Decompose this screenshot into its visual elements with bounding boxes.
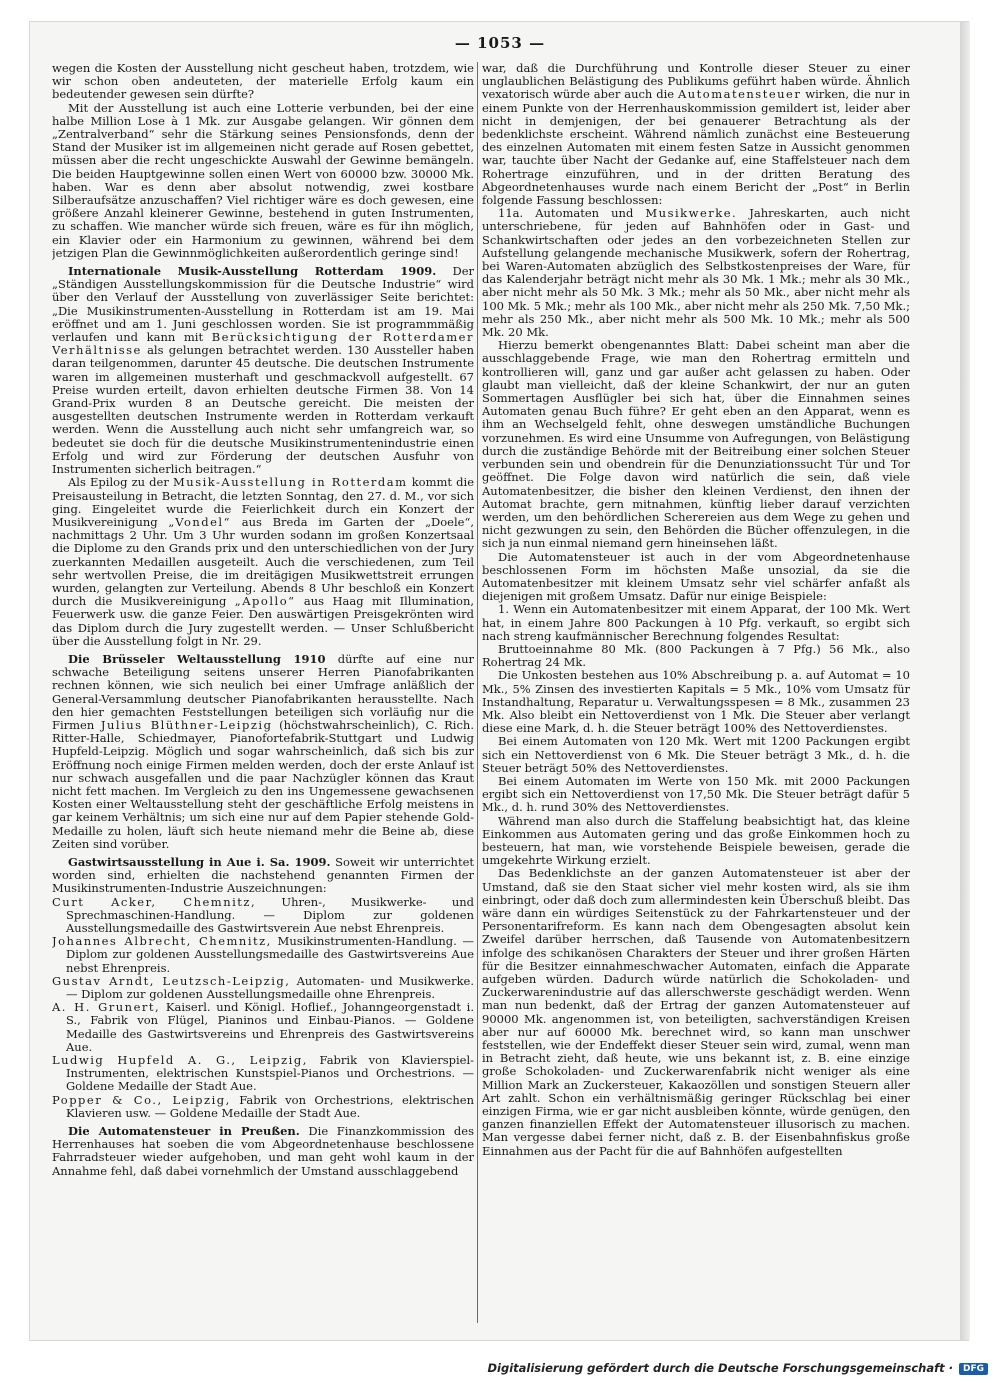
column-divider xyxy=(477,62,478,1323)
list-item: Johannes Albrecht, Chemnitz, Musikinstrumenten-Handlung. — Diplom zur goldenen Ausstellungsmedaille des Gastwirtsvereins Aue nebst Ehrenpreis. xyxy=(52,934,474,975)
paragraph: 1. Wenn ein Automatenbesitzer mit einem Apparat, der 100 Mk. Wert hat, in einem Jahre 800 Packungen à 10 Pfg. verkauft, so ergibt sich nach streng kaufmännischer Berechnung folgendes Resultat: xyxy=(482,602,910,643)
list-item: Ludwig Hupfeld A. G., Leipzig, Fabrik von Klavierspiel-Instrumenten, elektrischen Kunstspiel-Pianos und Orchestrions. — Goldene Medaille der Stadt Aue. xyxy=(52,1053,474,1094)
paragraph: Bei einem Automaten von 120 Mk. Wert mit 1200 Packungen ergibt sich ein Nettoverdienst von 6 Mk. Die Steuer beträgt 3 Mk., d. h. die Steuer beträgt 50% des Nettoverdienstes. xyxy=(482,734,910,775)
dfg-logo: DFG xyxy=(959,1363,988,1375)
page-number: — 1053 — xyxy=(454,34,546,52)
paragraph: Internationale Musik-Ausstellung Rotterdam 1909. Der „Ständigen Ausstellungskommission für die Deutsche Industrie“ wird über den Verlauf der Ausstellung von zuverlässiger Seite berichtet: „Die Musikinstrumenten-Ausstellung in Rotterdam ist am 19. Mai eröffnet und am 1. Juni geschlossen worden. Sie ist programmmäßig verlaufen und kann mit Berücksichtigung der Rotterdamer Verhältnisse als gelungen betrachtet werden. 130 Aussteller haben daran teilgenommen, darunter 45 deutsche. Die deutschen Instrumente waren im allgemeinen musterhaft und geschmackvoll aufgestellt. 67 Preise wurden erteilt, davon erhielten deutsche Firmen 38. Von 14 Grand-Prix wurden 8 an Deutsche gereicht. Die meisten der ausgestellten deutschen Instrumente werden in Rotterdam verkauft werden. Wenn die Ausstellung auch nicht sehr umfangreich war, so bedeutet sie doch für die deutsche Musikinstrumentenindustrie einen Erfolg und wird zur Förderung der deutschen Ausfuhr von Instrumenten sicherlich beitragen.“ xyxy=(52,264,474,477)
section-heading: Die Automatensteuer in Preußen. xyxy=(68,1124,300,1139)
left-column xyxy=(52,62,474,1323)
paragraph: Das Bedenklichste an der ganzen Automatensteuer ist aber der Umstand, daß sie den Staat sicher viel mehr kosten wird, als sie ihm einbringt, oder daß doch zum allermindesten kein Überschuß bleibt. Das wäre dann ein würdiges Seitenstück zu der Fahrkartensteuer und der Personentarifreform. Es kann nach dem Obengesagten absolut kein Zweifel darüber herrschen, daß Tausende von Automatenbesitzern infolge des schikanösen Charakters der Steuer und ihrer großen Härten für die Besitzer einnahmeschwacher Automaten, einfach die Apparate aufgeben würden. Dadurch würde natürlich die Schokoladen- und Zuckerwarenindustrie auf das allerschwerste geschädigt werden. Wenn man nun bedenkt, daß der Ertrag der ganzen Automatensteuer auf 90000 Mk. angenommen ist, von beteiligten, sachverständigen Kreisen aber nur auf 60000 Mk. berechnet wird, so kann man unschwer feststellen, wie der Endeffekt dieser Steuer sein wird, zumal, wenn man in Betracht zieht, daß heute, wie uns bekannt ist, z. B. eine einzige große Schokoladen- und Zuckerwarenfabrik nicht weniger als eine Million Mark an Zuckersteuer, Kakaozöllen und sonstigen Steuern aller Art zahlt. Schon ein verhältnismäßig geringer Rückschlag bei einer einzigen Firma, wie er gar nicht ausbleiben könnte, würde genügen, den ganzen finanziellen Effekt der Automatensteuer illusorisch zu machen. Man vergesse dabei ferner nicht, daß z. B. der Eisenbahnfiskus große Einnahmen aus der Pacht für die auf Bahnhöfen aufgestellten xyxy=(482,866,910,1158)
section-heading: Internationale Musik-Ausstellung Rotterdam 1909. xyxy=(68,264,437,279)
list-item: Popper & Co., Leipzig, Fabrik von Orchestrions, elektrischen Klavieren usw. — Goldene Medaille der Stadt Aue. xyxy=(52,1092,474,1120)
paragraph: 11a. Automaten und Musikwerke. Jahreskarten, auch nicht unterschriebene, für jeden auf Bahnhöfen oder in Gast- und Schankwirtschaften oder jedes an den vorbezeichneten Stellen zur Aufstellung gelangende mechanische Musikwerk, sofern der Rohertrag, bei Waren-Automaten abzüglich des Selbstkostenpreises der Ware, für das Kalenderjahr beträgt nicht mehr als 30 Mk. 1 Mk.; mehr als 30 Mk., aber nicht mehr als 50 Mk. 3 Mk.; mehr als 50 Mk., aber nicht mehr als 100 Mk. 5 Mk.; mehr als 100 Mk., aber nicht mehr als 250 Mk. 7,50 Mk.; mehr als 250 Mk., aber nicht mehr als 500 Mk. 10 Mk.; mehr als 500 Mk. 20 Mk. xyxy=(482,206,910,340)
paragraph: Die Unkosten bestehen aus 10% Abschreibung p. a. auf Automat = 10 Mk., 5% Zinsen des investierten Kapitals = 5 Mk., 10% vom Umsatz für Instandhaltung, Reparatur u. Verwaltungsspesen = 8 Mk., zusammen 23 Mk. Also bleibt ein Nettoverdienst von 1 Mk. Die Steuer aber verlangt diese eine Mark, d. h. die Steuer beträgt 100% des Nettoverdienstes. xyxy=(482,668,910,736)
page-edge-shadow xyxy=(960,22,970,1340)
paragraph: Hierzu bemerkt obengenanntes Blatt: Dabei scheint man aber die ausschlaggebende Frage, wie man den Rohertrag ermitteln und kontrollieren will, ganz und gar außer acht gelassen zu haben. Oder glaubt man vielleicht, daß der kleine Schankwirt, der nur an guten Sommertagen Ausflügler bei sich hat, über die Einnahmen seines Automaten genau Buch führe? Er geht eben an den Apparat, wenn es ihm an Wechselgeld fehlt, ohne deswegen umständliche Buchungen vorzunehmen. Es wird eine Unsumme von Aufregungen, von Belästigung durch die zuständige Behörde mit der Beitreibung einer solchen Steuer verbunden sein und obendrein für die Denunziationssucht Tür und Tor geöffnet. Die Folge davon wird natürlich die sein, daß viele Automatenbesitzer, die bisher den kleinen Verdienst, den ihnen der Automat brachte, gern mitnahmen, künftig lieber darauf verzichten werden, um den behördlichen Scherereien aus dem Wege zu gehen und nicht gezwungen zu sein, den Behörden die Bücher offenzulegen, in die sich ja nun einmal niemand gern hineinsehen läßt. xyxy=(482,338,910,551)
paragraph: Bruttoeinnahme 80 Mk. (800 Packungen à 7 Pfg.) 56 Mk., also Rohertrag 24 Mk. xyxy=(482,641,910,670)
paragraph: Als Epilog zu der Musik-Ausstellung in Rotterdam kommt die Preisausteilung in Betracht, die letzten Sonntag, den 27. d. M., vor sich ging. Eingeleitet wurde die Feierlichkeit durch ein Konzert der Musikvereinigung „Vondel“ aus Breda im Garten der „Doele“, nachmittags 2 Uhr. Um 3 Uhr wurden sodann im großen Konzertsaal die Diplome zu den Grands prix und den unterschiedlichen von der Jury zuerkannten Medaillen ausgeteilt. Auch die verschiedenen, zum Teil sehr wertvollen Preise, die im dreitägigen Musikwettstreit errungen wurden, gelangten zur Verteilung. Abends 8 Uhr beschloß ein Konzert durch die Musikvereinigung „Apollo“ aus Haag mit Illumination, Feuerwerk usw. die ganze Feier. Den auswärtigen Preisgekrönten wird das Diplom durch die Jury zugestellt werden. — Unser Schlußbericht über die Ausstellung folgt in Nr. 29. xyxy=(52,475,474,648)
paragraph: Die Brüsseler Weltausstellung 1910 dürfte auf eine nur schwache Beteiligung seitens unserer Herren Pianofabrikanten rechnen können, wie sich neulich bei einer Umfrage anläßlich der General-Versammlung deutscher Pianofabrikanten herausstellte. Nach den hier gemachten Feststellungen beteiligen sich vorläufig nur die Firmen Julius Blüthner-Leipzig (höchstwahrscheinlich), C. Rich. Ritter-Halle, Schiedmayer, Pianofortefabrik-Stuttgart und Ludwig Hupfeld-Leipzig. Möglich und sogar wahrscheinlich, daß sich bis zur Eröffnung noch einige Firmen melden werden, doch der erste Anlauf ist nur schwach ausgefallen und die paar Nachzügler können das Kraut nicht fett machen. Im Vergleich zu den ins Ungemessene gewachsenen Kosten einer Weltausstellung steht der geschäftliche Erfolg meistens in gar keinem Verhältnis; um sich eine nur auf dem Papier stehende Gold-Medaille zu holen, läuft sich heute niemand mehr die Beine ab, diese Zeiten sind vorüber. xyxy=(52,651,474,851)
right-column xyxy=(482,62,910,1323)
section-heading: Gastwirtsausstellung in Aue i. Sa. 1909. xyxy=(68,854,331,869)
paragraph: Mit der Ausstellung ist auch eine Lotterie verbunden, bei der eine halbe Million Lose à 1 Mk. zur Ausgabe gelangen. Wir gönnen dem „Zentralverband“ sehr die Stärkung seines Pensionsfonds, denn der Stand der Musiker ist im allgemeinen nicht gerade auf Rosen gebettet, müssen aber die recht ungeschickte Auswahl der Gewinne bemängeln. Die beiden Hauptgewinne sollen einen Wert von 60000 bzw. 30000 Mk. haben. War es denn aber absolut notwendig, zwei kostbare Silberaufsätze anzuschaffen? Viel richtiger wäre es doch gewesen, eine größere Anzahl kleinerer Gewinne, bestehend in guten Instrumenten, zu schaffen. Wie mancher würde sich freuen, wäre es für ihn möglich, ein Klavier oder ein Harmonium zu gewinnen, während bei dem jetzigen Plan die Gewinnmöglichkeiten außerordentlich geringe sind! xyxy=(52,100,474,260)
paragraph: Die Automatensteuer in Preußen. Die Finanzkommission des Herrenhauses hat soeben die vom Abgeordnetenhause beschlossene Fahrradsteuer wieder aufgehoben, und man geht wohl kaum in der Annahme fehl, daß dabei vornehmlich der Umstand ausschlaggebend xyxy=(52,1124,474,1178)
list-item: Curt Acker, Chemnitz, Uhren-, Musikwerke- und Sprechmaschinen-Handlung. — Diplom zur goldenen Ausstellungsmedaille des Gastwirtsverein Aue nebst Ehrenpreis. xyxy=(52,894,474,935)
paragraph: wegen die Kosten der Ausstellung nicht gescheut haben, trotzdem, wie wir schon oben andeuteten, der materielle Erfolg kaum ein bedeutender gewesen sein dürfte? xyxy=(52,62,474,102)
list-item: A. H. Grunert, Kaiserl. und Königl. Hoflief., Johanngeorgenstadt i. S., Fabrik von Flügel, Pianinos und Einbau-Pianos. — Goldene Medaille des Gastwirtsvereins und Ehrenpreis des Gastwirtsvereins Aue. xyxy=(52,1000,474,1054)
section-heading: Die Brüsseler Weltausstellung 1910 xyxy=(68,651,326,666)
paragraph: war, daß die Durchführung und Kontrolle dieser Steuer zu einer unglaublichen Belästigung des Publikums geführt haben würde. Ähnlich vexatorisch würde aber auch die Automatensteuer wirken, die nur in einem Punkte von der Herrenhauskommission gemildert ist, leider aber nicht in demjenigen, der bei genauerer Betrachtung als der bedenklichste erscheint. Während nämlich zunächst eine Besteuerung des einzelnen Automaten mit einem festen Satze in Aussicht genommen war, tauchte über Nacht der Gedanke auf, eine Staffelsteuer nach dem Rohertrage einzuführen, und in der dritten Beratung des Abgeordnetenhauses wurde nach einem Bericht der „Post“ in Berlin folgende Fassung beschlossen: xyxy=(482,62,910,208)
paragraph: Bei einem Automaten im Werte von 150 Mk. mit 2000 Packungen ergibt sich ein Nettoverdienst von 17,50 Mk. Die Steuer beträgt dafür 5 Mk., d. h. rund 30% des Nettoverdienstes. xyxy=(482,773,910,815)
digitization-credit: Digitalisierung gefördert durch die Deutsche Forschungsgemeinschaft · DFG xyxy=(487,1361,988,1375)
paragraph: Während man also durch die Staffelung beabsichtigt hat, das kleine Einkommen aus Automaten gering und das große Einkommen hoch zu besteuern, hat man, wie vorstehende Beispiele beweisen, gerade die umgekehrte Wirkung erzielt. xyxy=(482,813,910,868)
paragraph: Die Automatensteuer ist auch in der vom Abgeordnetenhause beschlossenen Form im höchsten Maße unsozial, da sie die Automatenbesitzer mit kleinem Umsatz sehr viel schärfer anfaßt als diejenigen mit großem Umsatz. Dafür nur einige Beispiele: xyxy=(482,549,910,604)
paragraph: Gastwirtsausstellung in Aue i. Sa. 1909. Soweit wir unterrichtet worden sind, erhielten die nachstehend genannten Firmen der Musikinstrumenten-Industrie Auszeichnungen: xyxy=(52,854,474,896)
list-item: Gustav Arndt, Leutzsch-Leipzig, Automaten- und Musikwerke. — Diplom zur goldenen Ausstellungsmedaille ohne Ehrenpreis. xyxy=(52,973,474,1002)
